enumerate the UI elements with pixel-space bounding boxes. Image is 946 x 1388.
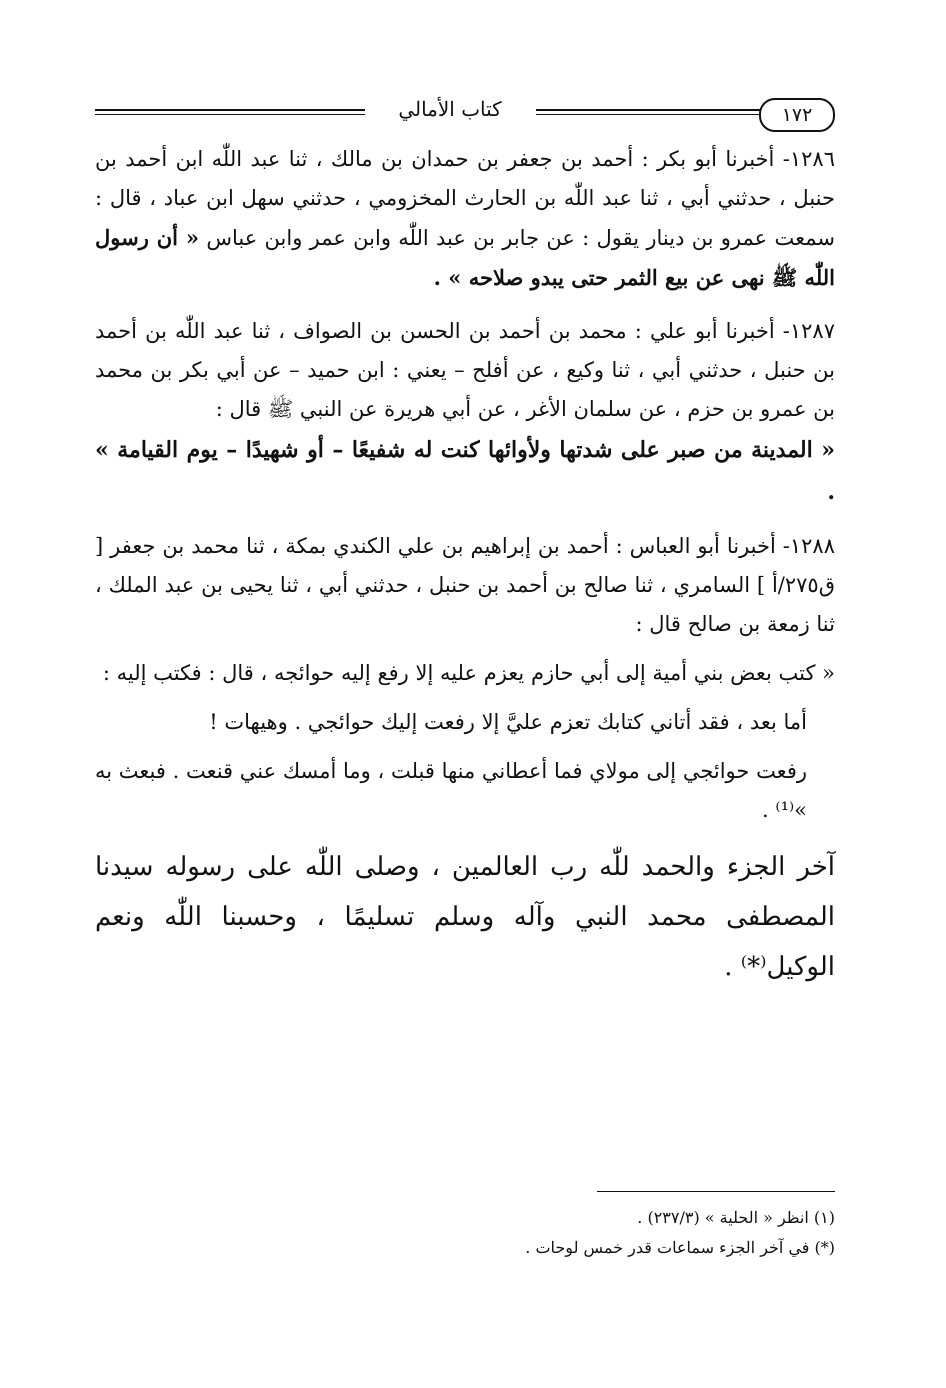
isnad-1286: ١٢٨٦- أخبرنا أبو بكر : أحمد بن جعفر بن حمدان بن مالك ، ثنا عبد اللّٰه ابن أحمد بن حنبل ، حدثني أبي ، ثنا عبد اللّٰه بن الحارث المخزومي ، حدثني سهل ابن عباد ، قال : سمعت عمرو بن دينار يقول : عن جابر بن عبد اللّٰه وابن عمر وابن عباس <box>95 147 835 250</box>
footnote-star: (*) في آخر الجزء سماعات قدر خمس لوحات . <box>525 1238 835 1257</box>
header-rule-right <box>536 109 761 115</box>
document-page <box>95 88 835 1308</box>
book-title: كتاب الأمالي <box>398 97 502 121</box>
body-text <box>95 140 835 992</box>
quote-1288-a: « كتب بعض بني أمية إلى أبي حازم يعزم عليه إلا رفع إليه حوائجه ، قال : فكتب إليه : <box>102 661 835 685</box>
footnote-1: (١) انظر « الحلية » (٢٣٧/٣) . <box>637 1208 835 1227</box>
quote-1288-c: رفعت حوائجي إلى مولاي فما أعطاني منها قبلت ، وما أمسك عني قنعت . فبعث به »⁽¹⁾ . <box>95 759 807 822</box>
page-number: ١٧٢ <box>759 98 835 132</box>
footnote-rule <box>597 1191 835 1192</box>
matn-1287: « المدينة من صبر على شدتها ولأوائها كنت له شفيعًا – أو شهيدًا – يوم القيامة » . <box>95 437 835 505</box>
footnotes <box>95 1203 835 1263</box>
matn-1286: « أن رسول اللّٰه ﷺ نهى عن بيع الثمر حتى يبدو صلاحه » . <box>95 225 835 290</box>
header-rule-left <box>95 109 365 115</box>
hadith-1286 <box>95 140 835 298</box>
hadith-1287: ١٢٨٧- أخبرنا أبو علي : محمد بن أحمد بن الحسن بن الصواف ، ثنا عبد اللّٰه بن أحمد بن حنبل ، حدثني أبي ، ثنا وكيع ، عن أفلح – يعني : ابن حميد – عن أبي بكر بن محمد بن عمرو بن حزم ، عن سلمان الأغر ، عن أبي هريرة عن النبي ﷺ قال : <box>95 319 835 421</box>
hadith-1288: ١٢٨٨- أخبرنا أبو العباس : أحمد بن إبراهيم بن علي الكندي بمكة ، ثنا محمد بن جعفر [ ق٢٧٥/أ ] السامري ، ثنا صالح بن أحمد بن حنبل ، حدثني أبي ، ثنا يحيى بن عبد الملك ، ثنا زمعة بن صالح قال : <box>95 534 835 636</box>
quote-1288-b: أما بعد ، فقد أتاني كتابك تعزم عليَّ إلا رفعت إليك حوائجي . وهيهات ! <box>209 710 807 734</box>
closing-colophon: آخر الجزء والحمد للّٰه رب العالمين ، وصلى اللّٰه على رسوله سيدنا المصطفى محمد النبي وآله وسلم تسليمًا ، وحسبنا اللّٰه ونعم الوكيل⁽*⁾ . <box>95 852 835 982</box>
page-header <box>95 88 835 140</box>
